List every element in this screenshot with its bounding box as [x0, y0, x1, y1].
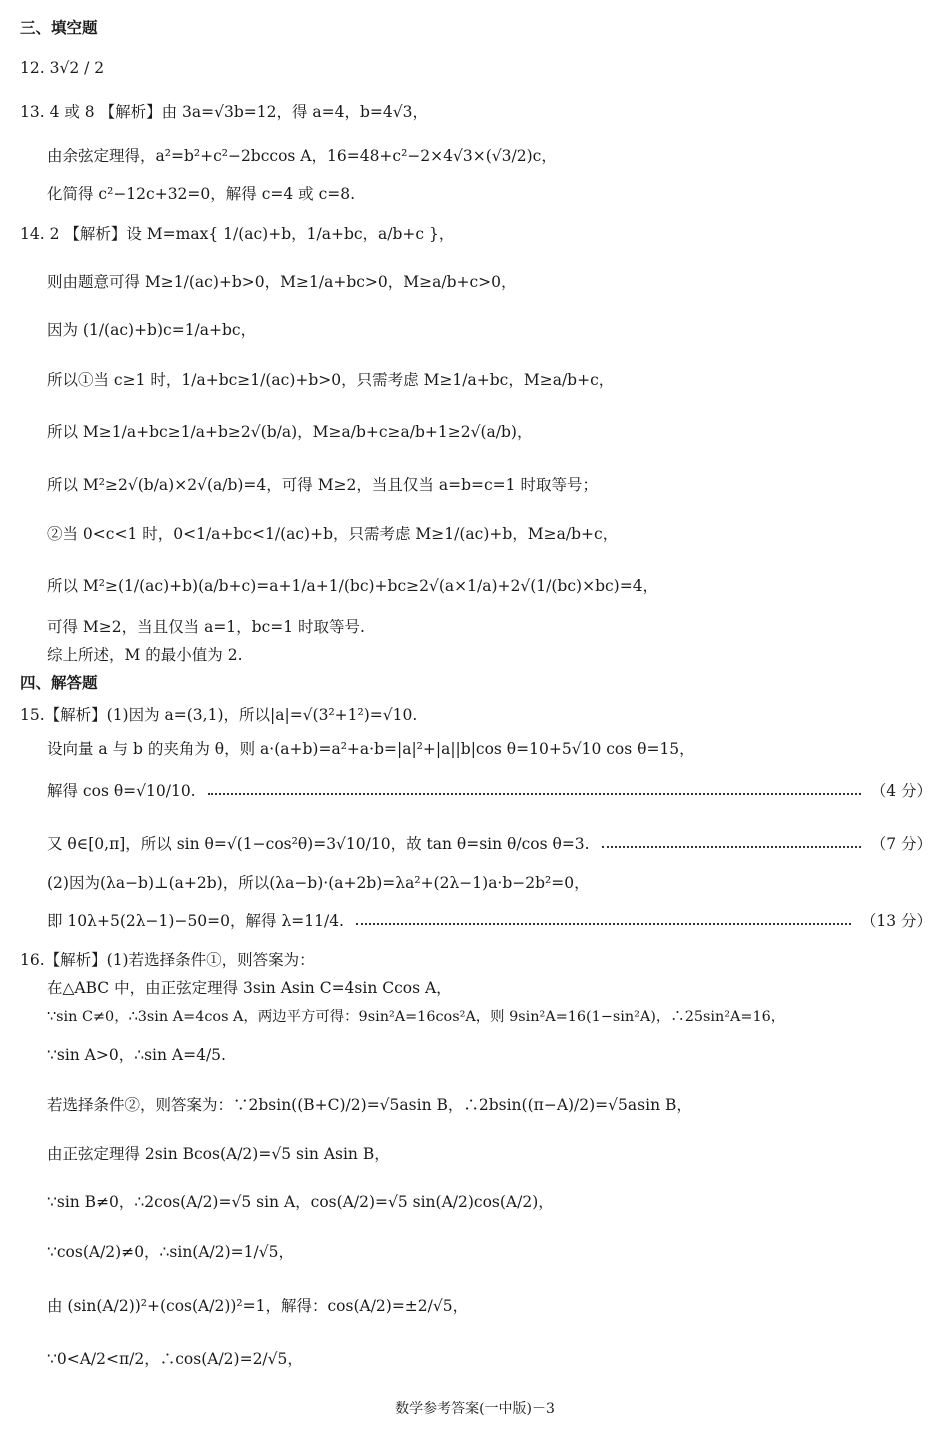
- answer-14-line-5: 所以 M≥1/a+bc≥1/a+b≥2√(b/a)，M≥a/b+c≥a/b+1≥2√(a/b)，: [47, 423, 533, 441]
- answer-15-line-6: 即 10λ+5(2λ−1)−50=0，解得 λ=11/4. （13 分）: [47, 912, 932, 930]
- dotted-leader: [208, 793, 861, 795]
- section-header-fill-blank: 三、填空题: [20, 19, 98, 37]
- answer-15-line-4: 又 θ∈[0,π]，所以 sin θ=√(1−cos²θ)=3√10/10，故 tan θ=sin θ/cos θ=3. （7 分）: [47, 835, 932, 853]
- answer-14-line-2: 则由题意可得 M≥1/(ac)+b>0，M≥1/a+bc>0，M≥a/b+c>0，: [47, 273, 517, 291]
- answer-14-line-8: 所以 M²≥(1/(ac)+b)(a/b+c)=a+1/a+1/(bc)+bc≥2√(a×1/a)+2√(1/(bc)×bc)=4，: [47, 577, 659, 595]
- answer-16-line-10: ∵0<A/2<π/2，∴cos(A/2)=2/√5，: [47, 1350, 303, 1368]
- score-badge: （13 分）: [860, 912, 932, 930]
- page-footer: 数学参考答案(一中版)－3: [395, 1401, 555, 1417]
- answer-16-line-5: 若选择条件②，则答案为：∵2bsin((B+C)/2)=√5asin B，∴2bsin((π−A)/2)=√5asin B，: [47, 1096, 692, 1114]
- answer-16-line-7: ∵sin B≠0，∴2cos(A/2)=√5 sin A，cos(A/2)=√5 sin(A/2)cos(A/2)，: [47, 1193, 554, 1211]
- answer-14-line-9: 可得 M≥2，当且仅当 a=1，bc=1 时取等号.: [47, 618, 365, 636]
- section-header-answer: 四、解答题: [20, 674, 98, 692]
- answer-15-line-3: 解得 cos θ=√10/10. （4 分）: [47, 782, 932, 800]
- score-badge: （7 分）: [870, 835, 932, 853]
- answer-14-line-4: 所以①当 c≥1 时，1/a+bc≥1/(ac)+b>0，只需考虑 M≥1/a+bc，M≥a/b+c，: [47, 371, 615, 389]
- answer-12: 12. 3√2 / 2: [20, 59, 105, 77]
- answer-16-line-3: ∵sin C≠0，∴3sin A=4cos A，两边平方可得：9sin²A=16cos²A，则 9sin²A=16(1−sin²A)，∴25sin²A=16，: [47, 1009, 786, 1025]
- answer-14-line-10: 综上所述，M 的最小值为 2.: [47, 646, 243, 664]
- dotted-leader: [356, 923, 851, 925]
- answer-16-line-6: 由正弦定理得 2sin Bcos(A/2)=√5 sin Asin B，: [47, 1145, 390, 1163]
- answer-13-line-3: 化简得 c²−12c+32=0，解得 c=4 或 c=8.: [47, 185, 356, 203]
- answer-14-line-3: 因为 (1/(ac)+b)c=1/a+bc，: [47, 321, 257, 339]
- answer-13-line-2: 由余弦定理得，a²=b²+c²−2bccos A，16=48+c²−2×4√3×(√3/2)c，: [47, 147, 557, 165]
- answer-16-line-2: 在△ABC 中，由正弦定理得 3sin Asin C=4sin Ccos A，: [47, 979, 452, 997]
- answer-16: 16.【解析】(1)若选择条件①，则答案为：: [20, 951, 315, 969]
- answer-15-line-5: (2)因为(λa−b)⊥(a+2b)，所以(λa−b)·(a+2b)=λa²+(2λ−1)a·b−2b²=0，: [47, 874, 590, 892]
- answer-13: 13. 4 或 8 【解析】由 3a=√3b=12，得 a=4，b=4√3，: [20, 103, 428, 121]
- answer-16-line-9: 由 (sin(A/2))²+(cos(A/2))²=1，解得：cos(A/2)=±2/√5，: [47, 1297, 469, 1315]
- answer-14: 14. 2 【解析】设 M=max{ 1/(ac)+b，1/a+bc，a/b+c }，: [20, 225, 455, 243]
- answer-16-line-8: ∵cos(A/2)≠0，∴sin(A/2)=1/√5，: [47, 1243, 294, 1261]
- answer-14-line-7: ②当 0<c<1 时，0<1/a+bc<1/(ac)+b，只需考虑 M≥1/(ac)+b，M≥a/b+c，: [47, 525, 619, 543]
- score-badge: （4 分）: [870, 782, 932, 800]
- answer-14-line-6: 所以 M²≥2√(b/a)×2√(a/b)=4，可得 M≥2，当且仅当 a=b=c=1 时取等号；: [47, 476, 598, 494]
- answer-15-line-2: 设向量 a 与 b 的夹角为 θ，则 a·(a+b)=a²+a·b=|a|²+|a||b|cos θ=10+5√10 cos θ=15，: [47, 740, 695, 758]
- answer-16-line-4: ∵sin A>0，∴sin A=4/5.: [47, 1046, 226, 1064]
- answer-15: 15.【解析】(1)因为 a=(3,1)，所以|a|=√(3²+1²)=√10.: [20, 706, 418, 724]
- dotted-leader: [602, 846, 861, 848]
